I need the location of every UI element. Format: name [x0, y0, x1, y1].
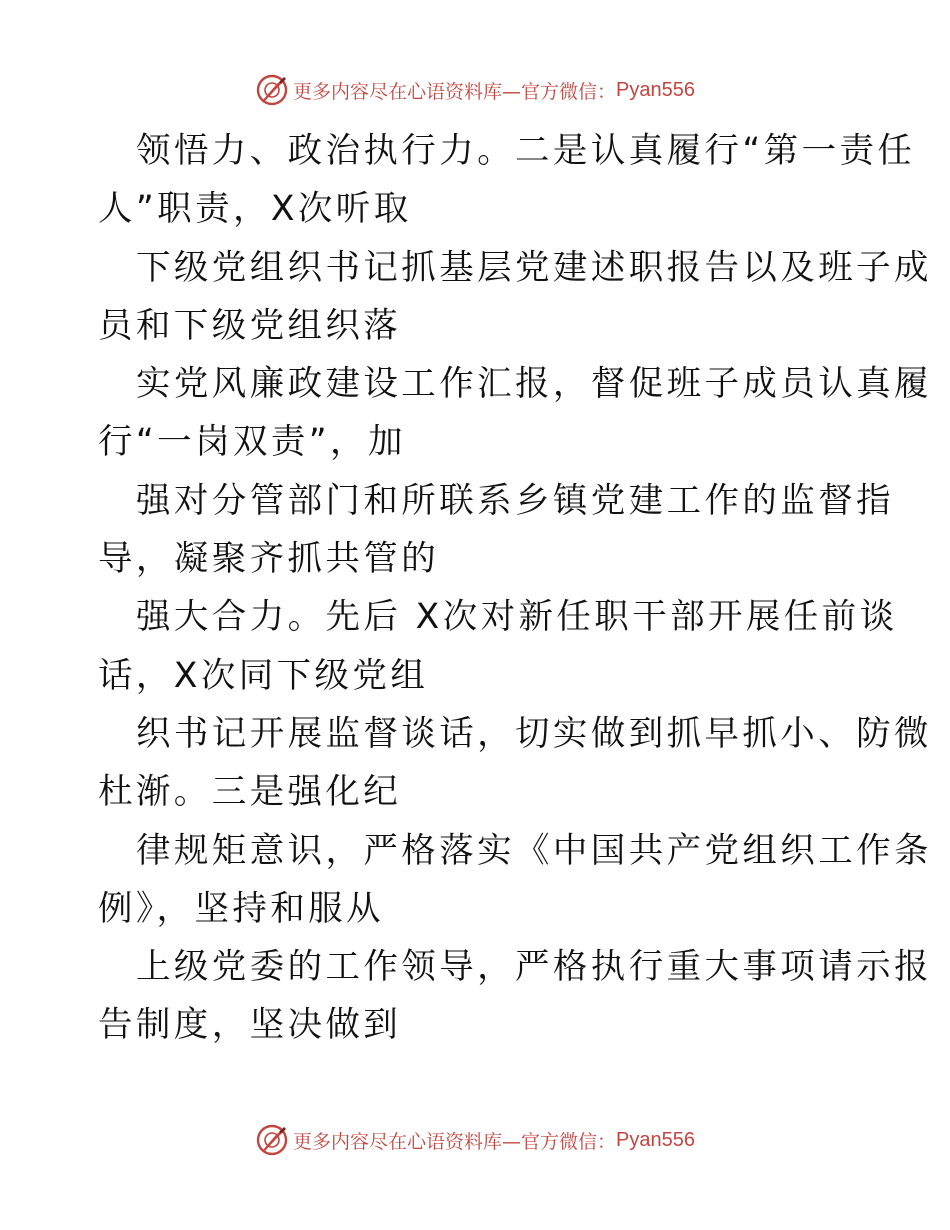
- text-line: 强大合力。先后 X次对新任职干部开展任前谈: [136, 597, 898, 638]
- text-line: 例》，坚持和服从: [98, 888, 384, 929]
- text-line: 人”职责，X次听取: [98, 189, 412, 230]
- text-line: 导，凝聚齐抓共管的: [98, 539, 440, 580]
- text-line: 律规矩意识，严格落实《中国共产党组织工作条: [136, 830, 932, 871]
- logo-icon: [255, 1123, 289, 1157]
- watermark-text: 更多内容尽在心语资料库—官方微信：: [293, 80, 617, 103]
- watermark-text: 更多内容尽在心语资料库—官方微信：: [293, 1130, 617, 1153]
- header-watermark: [0, 70, 950, 110]
- footer-watermark: [0, 1120, 950, 1160]
- body-text: [98, 122, 932, 1055]
- text-line: 织书记开展监督谈话，切实做到抓早抓小、防微: [136, 713, 932, 754]
- text-line: 行“一岗双责”，加: [98, 422, 406, 463]
- text-line: 告制度，坚决做到: [98, 1005, 402, 1046]
- text-line: 强对分管部门和所联系乡镇党建工作的监督指: [136, 480, 894, 521]
- logo-icon: [255, 73, 289, 107]
- text-line: 杜渐。三是强化纪: [98, 772, 402, 813]
- text-line: 上级党委的工作领导，严格执行重大事项请示报: [136, 947, 932, 988]
- text-line: 下级党组织书记抓基层党建述职报告以及班子成: [136, 247, 932, 288]
- text-line: 实党风廉政建设工作汇报，督促班子成员认真履: [136, 364, 932, 405]
- watermark-id: Pyan556: [616, 78, 695, 101]
- text-line: 领悟力、政治执行力。二是认真履行“第一责任: [136, 131, 916, 171]
- watermark-id: Pyan556: [616, 1128, 695, 1151]
- text-line: 员和下级党组织落: [98, 305, 402, 346]
- text-line: 话，X次同下级党组: [98, 655, 429, 696]
